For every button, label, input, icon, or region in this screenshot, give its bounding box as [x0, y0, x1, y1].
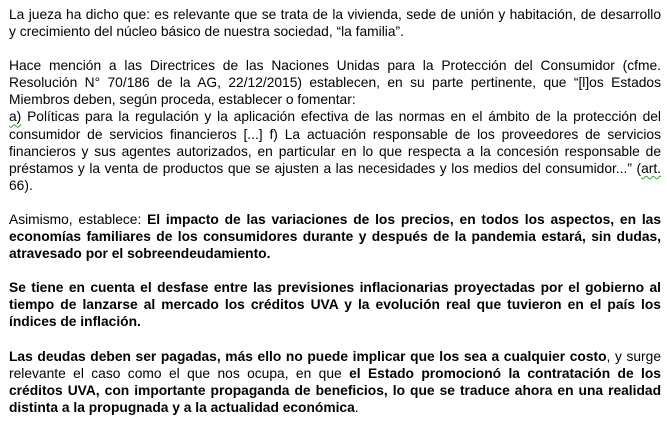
- deudas-end: .: [354, 399, 359, 415]
- paragraph-desfase: [9, 279, 661, 330]
- directrices-intro: Hace mención a las Directrices de las Naciones Unidas para la Protección del Consumidor (cfme. Resolución N° 70/186 de la AG, 22/12/2015) establecen, en su parte pertinente, que “[l]os Estados Miembros deben, según proceda, establecer o fomentar:: [9, 58, 661, 108]
- paragraph-directrices: [9, 57, 661, 194]
- asimismo-bold: El impacto de las variaciones de los precios, en todos los aspectos, en las economías familiares de los consumidores durante y después de la pandemia estará, sin dudas, atravesado por el sobreendeudamiento.: [9, 211, 662, 262]
- desfase-bold: Se tiene en cuenta el desfase entre las previsiones inflacionarias proyectadas por el gobierno al tiempo de lanzarse al mercado los créditos UVA y la evolución real que tuvieron en el país los índices de inflación.: [9, 280, 661, 330]
- deudas-plain: , y surge relevante el caso como el que nos ocupa, en que: [9, 348, 661, 381]
- paragraph-jueza-text: La jueza ha dicho que: es relevante que se trata de la vivienda, sede de unión y habitación, de desarrollo y crecimiento del núcleo básico de nuestra sociedad, “la familia”.: [9, 7, 661, 40]
- art-end: 66).: [9, 177, 33, 193]
- document-body: [9, 6, 661, 416]
- asimismo-lead: Asimismo, establece:: [9, 211, 148, 227]
- paragraph-jueza: [9, 6, 661, 40]
- art-label: art.: [641, 160, 661, 176]
- item-a-text: Políticas para la regulación y la aplicación efectiva de las normas en el ámbito de la protección del consumidor de servicios financieros [...] f) La actuación responsable de los proveedores de servicios financieros y sus agentes autorizados, en particular en lo que respecta a la concesión responsable de préstamos y la venta de productos que se ajusten a las necesidades y los medios del consumidor...” (: [9, 109, 661, 176]
- deudas-bold-2: el Estado promocionó la contratación de los créditos UVA, con importante propaganda de beneficios, lo que se traduce ahora en una realidad distinta a la propugnada y a la actualidad económica: [9, 365, 661, 415]
- paragraph-deudas: [9, 348, 661, 416]
- deudas-bold-1: Las deudas deben ser pagadas, más ello no puede implicar que los sea a cualquier costo: [9, 348, 607, 364]
- paragraph-asimismo: [9, 211, 661, 262]
- item-a-label: a): [9, 109, 22, 125]
